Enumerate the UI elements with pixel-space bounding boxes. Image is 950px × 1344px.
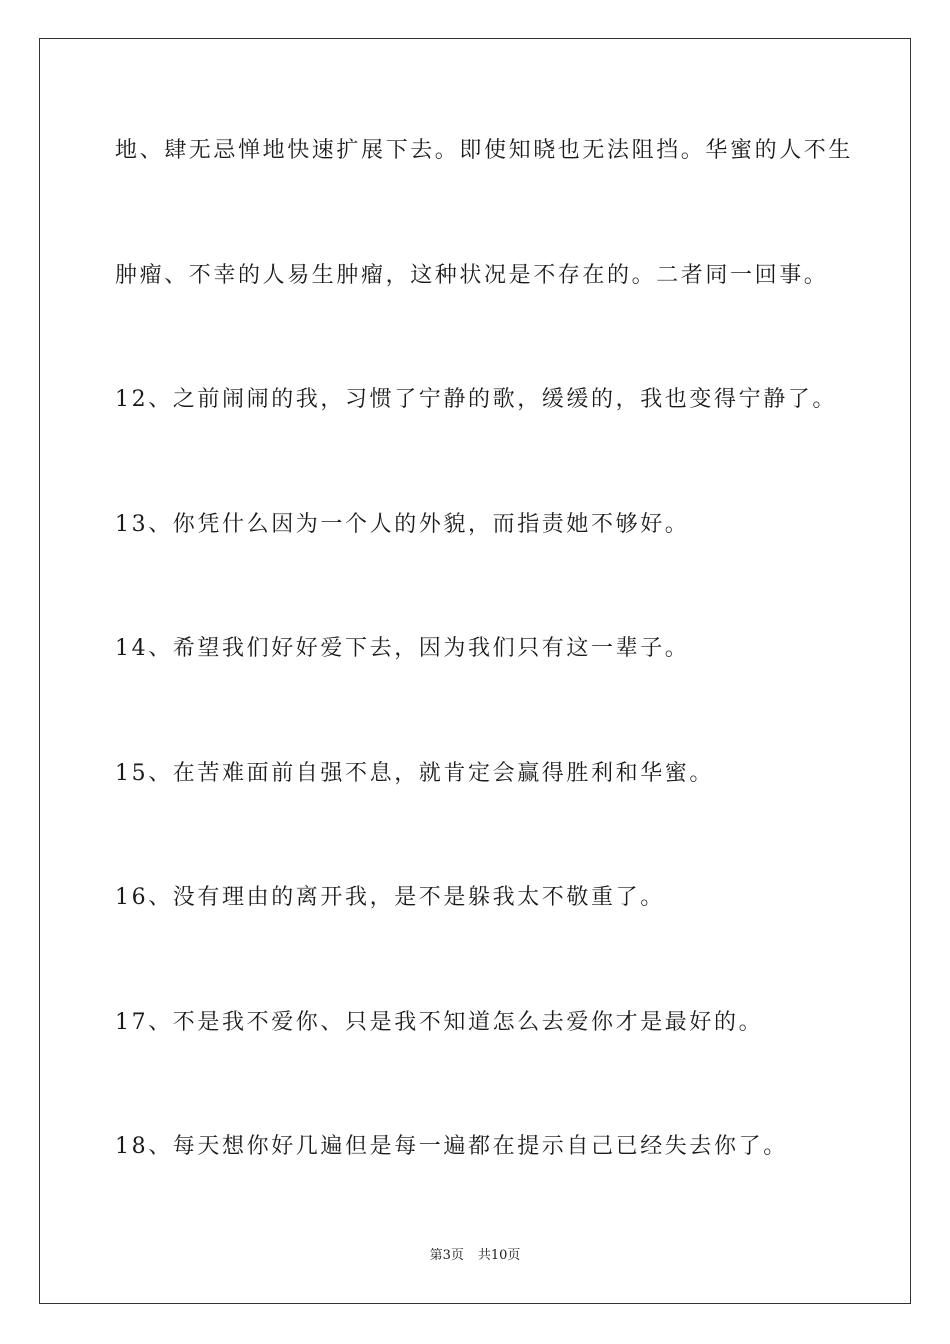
paragraph-6: 15、在苦难面前自强不息，就肯定会赢得胜利和华蜜。	[115, 761, 714, 786]
paragraph-9: 18、每天想你好几遍但是每一遍都在提示自己已经失去你了。	[115, 1134, 788, 1159]
paragraph-7: 16、没有理由的离开我，是不是躲我太不敬重了。	[115, 885, 665, 910]
paragraph-1: 地、肆无忌惮地快速扩展下去。即使知晓也无法阻挡。华蜜的人不生	[115, 138, 854, 163]
total-pages: 共10页	[477, 1248, 521, 1263]
paragraph-2: 肿瘤、不幸的人易生肿瘤，这种状况是不存在的。二者同一回事。	[115, 263, 829, 288]
page-footer	[0, 1247, 950, 1265]
paragraph-4: 13、你凭什么因为一个人的外貌，而指责她不够好。	[115, 512, 690, 537]
paragraph-3: 12、之前闹闹的我，习惯了宁静的歌，缓缓的，我也变得宁静了。	[115, 387, 837, 412]
paragraph-5: 14、希望我们好好爱下去，因为我们只有这一辈子。	[115, 636, 690, 661]
page-number: 第3页	[429, 1248, 464, 1263]
paragraph-8: 17、不是我不爱你、只是我不知道怎么去爱你才是最好的。	[115, 1010, 764, 1035]
page-border	[39, 38, 911, 1304]
